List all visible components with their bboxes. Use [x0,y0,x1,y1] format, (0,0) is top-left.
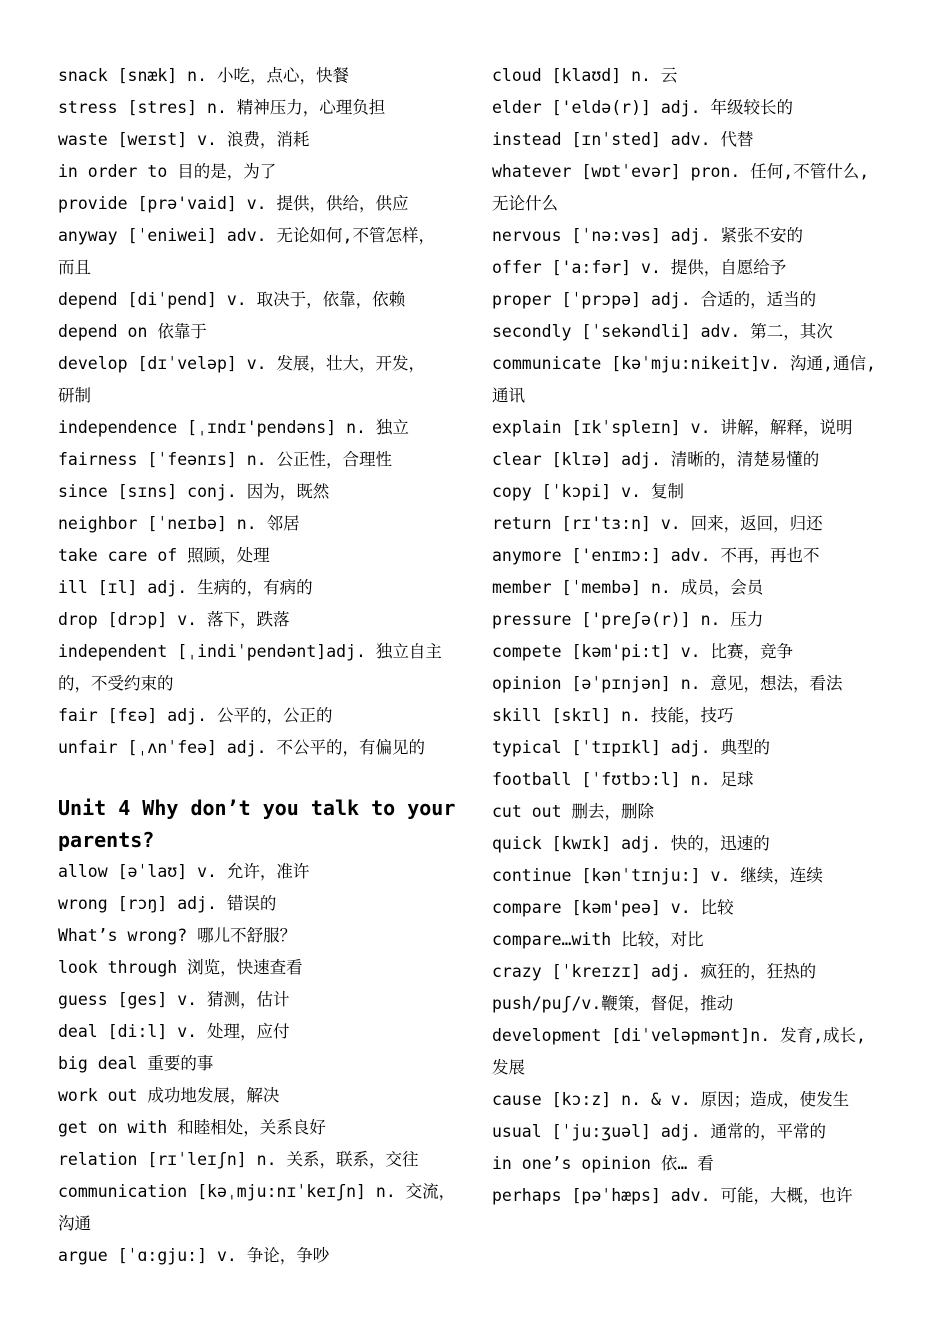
vocabulary-entry: continue [kənˈtɪnju:] v. 继续，连续 [492,866,823,885]
vocabulary-entry: compare [kəm'peə] v. 比较 [492,898,734,917]
vocabulary-entry: 发展 [492,1058,525,1077]
vocabulary-entry: waste [weɪst] v. 浪费，消耗 [58,130,310,149]
vocabulary-entry: communicate [kəˈmju:nikeit]v. 沟通,通信, [492,354,876,373]
vocabulary-entry: depend on 依靠于 [58,322,207,341]
unit-heading: parents? [58,828,155,852]
vocabulary-entry: secondly [ˈsekəndli] adv. 第二，其次 [492,322,833,341]
vocabulary-entry: since [sɪns] conj. 因为，既然 [58,482,330,501]
vocabulary-entry: cause [kɔ:z] n. & v. 原因；造成，使发生 [492,1090,850,1109]
vocabulary-entry: work out 成功地发展，解决 [58,1086,280,1105]
vocabulary-entry: What’s wrong? 哪儿不舒服？ [58,926,297,945]
vocabulary-entry: instead [ɪnˈsted] adv. 代替 [492,130,754,149]
vocabulary-entry: explain [ɪkˈspleɪn] v. 讲解，解释，说明 [492,418,853,437]
vocabulary-column-right [492,60,902,1212]
vocabulary-entry: wrong [rɔŋ] adj. 错误的 [58,894,277,913]
vocabulary-entry: big deal 重要的事 [58,1054,214,1073]
vocabulary-entry: neighbor [ˈneɪbə] n. 邻居 [58,514,300,533]
vocabulary-entry: develop [dɪˈveləp] v. 发展，壮大，开发， [58,354,426,373]
vocabulary-entry: snack [snæk] n. 小吃，点心，快餐 [58,66,349,85]
vocabulary-entry: compete [kəm'pi:t] v. 比赛，竞争 [492,642,794,661]
vocabulary-entry: compare…with 比较，对比 [492,930,704,949]
vocabulary-entry: in order to 目的是，为了 [58,162,277,181]
vocabulary-entry: depend [diˈpend] v. 取决于，依靠，依赖 [58,290,406,309]
vocabulary-entry: stress [stres] n. 精神压力，心理负担 [58,98,386,117]
vocabulary-entry: quick [kwɪk] adj. 快的，迅速的 [492,834,770,853]
vocabulary-entry: allow [əˈlaʊ] v. 允许，准许 [58,862,310,881]
vocabulary-entry: 而且 [58,258,91,277]
vocabulary-entry: argue [ˈɑ:gju:] v. 争论，争吵 [58,1246,330,1265]
vocabulary-entry: elder ['eldə(r)] adj. 年级较长的 [492,98,794,117]
vocabulary-entry: clear [klɪə] adj. 清晰的，清楚易懂的 [492,450,820,469]
vocabulary-entry: in one’s opinion 依… 看 [492,1154,714,1173]
vocabulary-entry: push/puʃ/v.鞭策，督促，推动 [492,994,734,1013]
vocabulary-entry: nervous [ˈnə:vəs] adj. 紧张不安的 [492,226,803,245]
vocabulary-entry: cloud [klaʊd] n. 云 [492,66,678,85]
vocabulary-entry: copy [ˈkɔpi] v. 复制 [492,482,684,501]
vocabulary-entry: ill [ɪl] adj. 生病的，有病的 [58,578,313,597]
vocabulary-entry: fair [fɛə] adj. 公平的，公正的 [58,706,333,725]
vocabulary-entry: crazy [ˈkreɪzɪ] adj. 疯狂的，狂热的 [492,962,817,981]
vocabulary-entry: communication [kəˌmju:nɪˈkeɪʃn] n. 交流， [58,1182,456,1201]
vocabulary-entry: usual [ˈju:ʒuəl] adj. 通常的，平常的 [492,1122,827,1141]
vocabulary-entry: perhaps [pəˈhæps] adv. 可能，大概，也许 [492,1186,853,1205]
vocabulary-entry: 的，不受约束的 [58,674,174,693]
vocabulary-entry: football [ˈfʊtbɔ:l] n. 足球 [492,770,754,789]
vocabulary-entry: proper [ˈprɔpə] adj. 合适的，适当的 [492,290,817,309]
vocabulary-entry: anyway [ˈeniwei] adv. 无论如何,不管怎样， [58,226,435,245]
vocabulary-entry: cut out 删去，删除 [492,802,654,821]
vocabulary-entry: 无论什么 [492,194,558,213]
vocabulary-entry: return [rɪ'tɜ:n] v. 回来，返回，归还 [492,514,823,533]
vocabulary-column-left [58,60,468,1272]
vocabulary-entry: anymore ['enɪmɔ:] adv. 不再，再也不 [492,546,820,565]
vocabulary-entry: skill [skɪl] n. 技能，技巧 [492,706,734,725]
unit-heading: Unit 4 Why don’t you talk to your [58,796,456,820]
vocabulary-entry: independent [ˌindiˈpendənt]adj. 独立自主 [58,642,442,661]
vocabulary-entry: 通讯 [492,386,525,405]
vocabulary-entry: provide [prə'vaid] v. 提供，供给，供应 [58,194,409,213]
vocabulary-entry: get on with 和睦相处，关系良好 [58,1118,326,1137]
vocabulary-entry: member [ˈmembə] n. 成员，会员 [492,578,764,597]
section-spacer [58,764,468,792]
vocabulary-entry: unfair [ˌʌnˈfeə] adj. 不公平的，有偏见的 [58,738,426,757]
vocabulary-entry: relation [rɪˈleɪʃn] n. 关系，联系，交往 [58,1150,419,1169]
vocabulary-entry: look through 浏览，快速查看 [58,958,303,977]
vocabulary-entry: pressure ['preʃə(r)] n. 压力 [492,610,764,629]
vocabulary-entry: deal [di:l] v. 处理，应付 [58,1022,290,1041]
vocabulary-entry: whatever [wɒtˈevər] pron. 任何,不管什么, [492,162,870,181]
vocabulary-entry: drop [drɔp] v. 落下，跌落 [58,610,290,629]
vocabulary-entry: guess [ges] v. 猜测，估计 [58,990,290,1009]
vocabulary-entry: take care of 照顾，处理 [58,546,270,565]
vocabulary-entry: offer ['a:fər] v. 提供，自愿给予 [492,258,787,277]
vocabulary-entry: 研制 [58,386,91,405]
vocabulary-entry: 沟通 [58,1214,91,1233]
vocabulary-entry: independence [ˌɪndɪ'pendəns] n. 独立 [58,418,409,437]
vocabulary-entry: opinion [əˈpɪnjən] n. 意见，想法，看法 [492,674,843,693]
vocabulary-entry: development [diˈveləpmənt]n. 发育,成长, [492,1026,866,1045]
vocabulary-entry: fairness [ˈfeənɪs] n. 公正性，合理性 [58,450,393,469]
vocabulary-entry: typical [ˈtɪpɪkl] adj. 典型的 [492,738,770,757]
